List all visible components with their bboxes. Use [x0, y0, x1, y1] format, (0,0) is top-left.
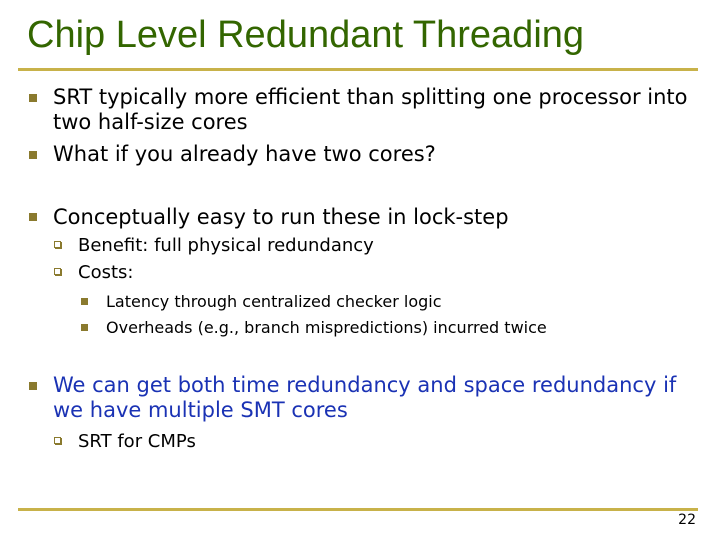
bullet-text-continued: two half-size cores [53, 110, 248, 134]
sub-bullet-text: Costs: [78, 262, 134, 283]
slide-title: Chip Level Redundant Threading [27, 14, 585, 56]
bullet-text-highlight: We can get both time redundancy and space redundancy if [53, 373, 677, 397]
bullet-text-highlight-continued: we have multiple SMT cores [53, 398, 348, 422]
bullet-text: What if you already have two cores? [53, 142, 436, 166]
sub-bullet-marker [54, 437, 61, 444]
page-number: 22 [678, 512, 696, 528]
bullet-marker [29, 94, 37, 102]
title-divider [18, 68, 698, 71]
sub-bullet-marker [54, 241, 61, 248]
sub-bullet-marker [54, 268, 61, 275]
sub-sub-bullet-text: Latency through centralized checker logic [106, 292, 442, 311]
bullet-marker [29, 151, 37, 159]
bullet-text: SRT typically more efficient than splitting one processor into [53, 85, 688, 109]
sub-bullet-text: Benefit: full physical redundancy [78, 235, 374, 256]
footer-divider [18, 508, 698, 511]
sub-bullet-text: SRT for CMPs [78, 431, 196, 452]
bullet-text: Conceptually easy to run these in lock-step [53, 205, 509, 229]
sub-sub-bullet-marker [81, 324, 88, 331]
sub-sub-bullet-text: Overheads (e.g., branch mispredictions) incurred twice [106, 318, 547, 337]
bullet-marker [29, 213, 37, 221]
bullet-marker [29, 382, 37, 390]
sub-sub-bullet-marker [81, 298, 88, 305]
